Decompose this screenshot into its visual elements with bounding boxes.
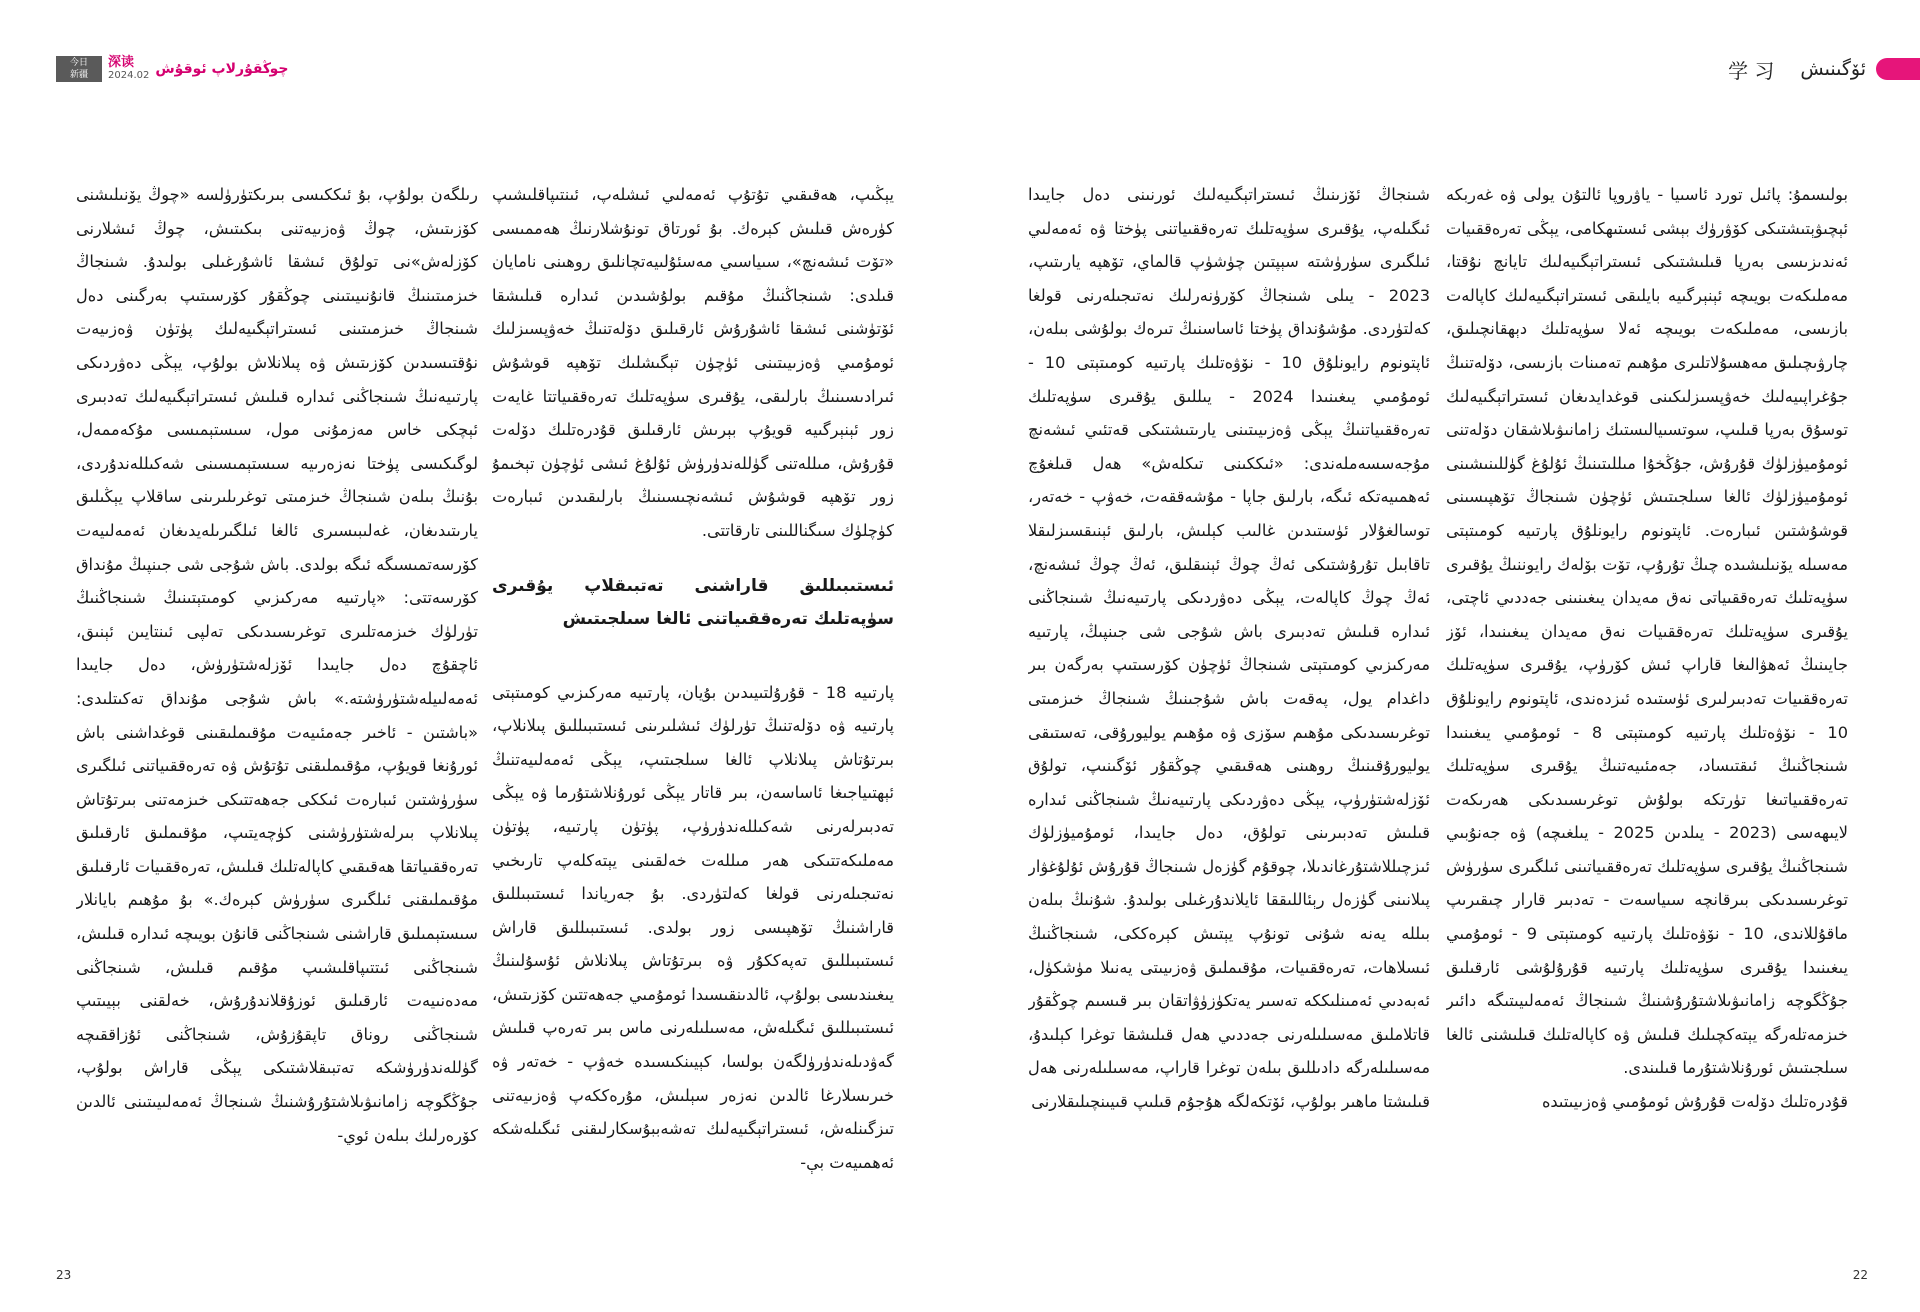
page-number-left: 23 <box>56 1268 72 1282</box>
subheading: ئىستىبىللىق قاراشنى تەتبىقلاپ يۇقىرى سۈپەتلىك تەرەققىياتنى ئالغا سىلجىتىش <box>492 575 894 629</box>
right-page-header <box>1728 54 1920 84</box>
section-title-uyghur: چوڭقۇرلاپ ئوقۇش <box>155 61 289 77</box>
paragraph: رىلگەن بولۇپ، بۇ ئىككىسى بىرىكتۈرۈلسە «چوڭ يۆنىلىشنى كۆزىتىش، چوڭ ۋەزىيەتنى بىكىتىش، چوڭ ئىشلارنى كۆزلەش»نى تولۇق ئىشقا ئاشۇرغىلى بولىدۇ. شىنجاڭ خىزمىتىنىڭ قانۇنىيىتىنى چوڭقۇر كۆرسىتىپ بەرگىنى دەل شىنجاڭ خىزمىتىنى ئىستراتېگىيەلىك پۈتۈن ۋەزىيەت نۇقتىسىدىن كۆزىتىش ۋە پىلانلاش بولۇپ، يېڭى دەۋردىكى پارتىيەنىڭ شىنجاڭنى ئىدارە قىلىش ئىستراتېگىيەلىك تەدبىرى ئېچكى خاس مەزمۇنى مول، سىستېمىسى مۇكەممەل، لوگىكىسى پۈختا نەزەرىيە سىستېمىسىنى شەكىللەندۇردى، بۇنىڭ بىلەن شىنجاڭ خىزمىتى توغرىلىرىنى ساقلاپ يېڭىلىق يارىتىدىغان، غەلىبىسىرى ئالغا ئىلگىرىلەيدىغان ئەمەلىيەت كۆرسەتمىسىگە ئىگە بولدى. باش شۇجى شى جىنپىڭ مۇنداق كۆرسەتتى: «پارتىيە مەركىزىي كومىتېتىنىڭ شىنجاڭنىڭ تۈرلۈك خىزمەتلىرى توغرىسىدىكى تەلپى ئىنتايىن ئېنىق، ئاچقۇچ دەل جايىدا ئۆزلەشتۈرۈش، دەل جايىدا ئەمەلىيلەشتۈرۈشتە.» باش شۇجى مۇنداق تەكىتلىدى: «باشتىن - ئاخىر جەمئىيەت مۇقىملىقىنى قوغداشنى باش ئورۇنغا قويۇپ، مۇقىملىقنى تۇتۇش ۋە تەرەققىياتنى ئىلگىرى سۈرۈشتىن ئىبارەت ئىككى جەھەتتىكى خىزمەتنى بىرتۇتاش پىلانلاپ بىرلەشتۈرۈشنى كۈچەيتىپ، مۇقىملىق ئارقىلىق تەرەققىياتقا ھەقىقىي كاپالەتلىك قىلىش، تەرەققىيات ئارقىلىق مۇقىملىقنى ئىلگىرى سۈرۈش كېرەك.» بۇ مۇھىم بايانلار سىستېمىلىق قاراشنى شىنجاڭنى قانۇن بويىچە ئىدارە قىلىش، شىنجاڭنى ئىتتىپاقلىشىپ مۇقىم قىلىش، شىنجاڭنى مەدەنىيەت ئارقىلىق ئوزۇقلاندۇرۇش، خەلقنى بېيىتىپ شىنجاڭنى روناق تاپقۇزۇش، شىنجاڭنى ئۇزاققىچە گۈللەندۈرۈشكە تەتبىقلاشتىكى يېڭى قاراش بولۇپ، جۇڭگوچە زامانىۋىلاشتۇرۇشنىڭ شىنجاڭ ئەمەلىيىتىنى ئالدىن كۆرەرلىك بىلەن ئوي- <box>76 185 478 1145</box>
logo-line-1: 今日 <box>69 58 88 68</box>
column-left-outer <box>76 178 478 1238</box>
logo-line-2: 新疆 <box>69 70 88 80</box>
column-right-inner <box>1028 178 1430 1238</box>
paragraph: پارتىيە 18 - قۇرۇلتىيىدىن بۇيان، پارتىيە مەركىزىي كومىتېتى پارتىيە ۋە دۆلەتنىڭ تۈرلۈك ئىشلىرىنى ئىستىبىللىق پىلانلاپ، بىرتۇتاش پىلانلاپ ئالغا سىلجىتىپ، يېڭى ئەمەلىيەتنىڭ ئېھتىياجىغا ئاساسەن، بىر قاتار يېڭى ئورۇنلاشتۇرما ۋە يېڭى تەدبىرلەرنى شەكىللەندۈرۈپ، پۈتۈن پارتىيە، پۈتۈن مەملىكەتتىكى ھەر مىللەت خەلقىنى يېتەكلەپ تارىخىي نەتىجىلەرنى قولغا كەلتۈردى. بۇ جەرياندا ئىستىبىللىق قاراشنىڭ تۆھپىسى زور بولدى. ئىستىبىللىق قاراش ئىستىبىللىق تەپەككۇر ۋە بىرتۇتاش پىلانلاش ئۇسۇلىنىڭ يىغىندىسى بولۇپ، ئالدىنقىسىدا ئومۇمىي جەھەتتىن كۆزىتىش، ئىستىبىللىق ئىگىلەش، مەسىلىلەرنى ماس بىر تەرەپ قىلىش گەۋدىلەندۈرۈلگەن بولسا، كېيىنكىسىدە خەۋپ - خەتەر ۋە خىرىسلارغا ئالدىن نەزەر سېلىش، مۇرەككەپ ۋەزىيەتنى تىزگىنلەش، ئىستراتېگىيەلىك تەشەببۇسكارلىقنى ئىگىلەشكە ئەھمىيەت بې- <box>492 682 894 1172</box>
paragraph: قۇدرەتلىك دۆلەت قۇرۇش ئومۇمىي ۋەزىيىتىدە <box>1541 1092 1848 1112</box>
column-right-outer <box>1446 178 1848 1238</box>
issue-block <box>108 56 149 82</box>
paragraph: يېڭىپ، ھەقىقىي تۇتۇپ ئەمەلىي ئىشلەپ، ئىنتىپاقلىشىپ كۈرەش قىلىش كېرەك. بۇ ئورتاق تونۇشلارنىڭ ھەممىسى «تۆت ئىشەنچ»، سىياسىي مەسئۇلىيەتچانلىق روھىنى نامايان قىلدى: شىنجاڭنىڭ مۇقىم بولۇشىدىن ئىدارە قىلىشقا ئۆتۈشنى ئىشقا ئاشۇرۇش ئارقىلىق دۆلەتنىڭ خەۋپسىزلىك ئومۇمىي ۋەزىيىتىنى ئۈچۈن تېگىشلىك تۆھپە قوشۇش ئىرادىسىنىڭ بارلىقى، يۇقىرى سۈپەتلىك تەرەققىياتتا غايەت زور ئېنېرگىيە قويۇپ بېرىش ئارقىلىق قۇدرەتلىك دۆلەت قۇرۇش، مىللەتنى گۈللەندۈرۈش ئۇلۇغ ئىشى ئۈچۈن تېخىمۇ زور تۆھپە قوشۇش ئىشەنچىسىنىڭ بارلىقىدىن ئىبارەت كۈچلۈك سىگناللىنى تارقاتتى. <box>492 185 894 540</box>
paragraph: بولىسمۇ: پائىل تورد ئاسىيا - ياۋروپا ئالتۇن يولى ۋە غەربكە ئېچىۋېتىشتىكى كۆۋرۈك بېشى ئىستىھكامى، يېڭى تەرەققىيات ئەندىزىسى بەرپا قىلىشتىكى ئىستراتېگىيەلىك تايانچ نۇقتا، مەملىكەت بويىچە ئېنېرگىيە بايلىقى ئىستراتېگىيەلىك كاپالەت بازىسى، مەملىكەت بويىچە ئەلا سۈپەتلىك دېھقانچىلىق، چارۋىچىلىق مەھسۇلاتلىرى مۇھىم تەمىنات بازىسى، دۆلەتنىڭ جۇغراپىيەلىك خەۋپسىزلىكىنى قوغدايدىغان ئىستراتېگىيەلىك توسۇق بەرپا قىلىپ، سوتسىيالىستىك زامانىۋىلاشقان دۆلەتنى ئومۇميۈزلۈك قۇرۇش، جۇڭخۇا مىللىتىنىڭ ئۇلۇغ گۈللىنىشىنى ئومۇميۈزلۈك ئالغا سىلجىتىش ئۈچۈن شىنجاڭ تۆھپىسىنى قوشۇشتىن ئىبارەت. ئاپتونوم رايونلۇق پارتىيە كومىتېتى مەسىلە يۆنىلىشىدە چىڭ تۇرۇپ، تۆت بۆلەك رايوننىڭ يۇقىرى سۈپەتلىك تەرەققىياتى نەق مەيدان يىغىنىنى جەددىي ئاچتى، يۇقىرى سۈپەتلىك تەرەققىيات نەق مەيدان يىغىنىدا، ئۆز جايىنىڭ ئەھۋالىغا قاراپ ئىش كۆرۈپ، يۇقىرى سۈپەتلىك تەرەققىيات تەدبىرلىرى ئۈستىدە ئىزدەندى، ئاپتونوم رايونلۇق 10 - نۆۋەتلىك پارتىيە كومىتېتى 8 - ئومۇمىي يىغىنىدا شىنجاڭنىڭ ئىقتىساد، جەمئىيەتنىڭ يۇقىرى سۈپەتلىك تەرەققىياتىغا تۈرتكە بولۇش توغرىسىدىكى ھەرىكەت لايىھەسى (2023 - يىلدىن 2025 - يىلغىچە) ۋە جەنۇبىي شىنجاڭنىڭ يۇقىرى سۈپەتلىك تەرەققىياتىنى ئىلگىرى سۈرۈش توغرىسىدىكى بىرقانچە سىياسەت - تەدبىر قارار چىقىرىپ ماقۇللاندى، 10 - نۆۋەتلىك پارتىيە كومىتېتى 9 - ئومۇمىي يىغىنىدا يۇقىرى سۈپەتلىك پارتىيە قۇرۇلۇشى ئارقىلىق جۇڭگوچە زامانىۋىلاشتۇرۇشنىڭ شىنجاڭ ئەمەلىيىتىگە دائىر خىزمەتلەرگە يېتەكچىلىك قىلىش ۋە كاپالەتلىك قىلىشنى ئالغا سىلجىتىش ئورۇنلاشتۇرما قىلىندى. <box>1446 185 1848 1078</box>
issue-date: 2024.02 <box>108 70 150 81</box>
paragraph: شىنجاڭ ئۆزىنىڭ ئىستراتېگىيەلىك ئورنىنى دەل جايىدا ئىگىلەپ، يۇقىرى سۈپەتلىك تەرەققىياتنى پۈختا ۋە ئەمەلىي ئىلگىرى سۈرۈشتە سېپتىن چۈشۈپ قالماي، تۆھپە يارىتىپ، 2023 - يىلى شىنجاڭ كۆرۈنەرلىك نەتىجىلەرنى قولغا كەلتۈردى. مۇشۇنداق پۈختا ئاساسنىڭ تىرەك بولۇشى بىلەن، ئاپتونوم رايونلۇق 10 - نۆۋەتلىك پارتىيە كومىتېتى 10 - ئومۇمىي يىغىنىدا 2024 - يىللىق يۇقىرى سۈپەتلىك تەرەققىياتنىڭ يېڭى ۋەزىيىتىنى يارىتىشتىكى قەتئىي ئىشەنچ مۇجەسسەملەندى: «ئىككىنى تىكلەش» ھەل قىلغۇچ ئەھمىيەتكە ئىگە، بارلىق جاپا - مۇشەققەت، خەۋپ - خەتەر، توسالغۇلار ئۈستىدىن غالىب كېلىش، بارلىق ئېنىقسىزلىقلا تاقابىل تۇرۇشتىكى ئەڭ چوڭ ئېنىقلىق، ئەڭ چوڭ ئىشەنچ، ئەڭ چوڭ كاپالەت، يېڭى دەۋردىكى پارتىيەنىڭ شىنجاڭنى ئىدارە قىلىش تەدبىرى باش شۇجى شى جىنپىڭ، پارتىيە مەركىزىي كومىتېتى شىنجاڭ ئۈچۈن كۆرسىتىپ بەرگەن بىر داغدام يول، پەقەت باش شۇجىنىڭ شىنجاڭ خىزمىتى توغرىسىدىكى مۇھىم سۆزى ۋە مۇھىم يوليورۇقى، تەستىقى يوليورۇقىنىڭ روھىنى ھەقىقىي چوڭقۇر ئۆگىنىپ، تولۇق ئۆزلەشتۈرۈپ، يېڭى دەۋردىكى پارتىيەنىڭ شىنجاڭنى ئىدارە قىلىش تەدبىرىنى تولۇق، دەل جايىدا، ئومۇميۈزلۈك ئىزچىللاشتۇرغاندىلا، چوقۇم گۈزەل شىنجاڭ قۇرۇش ئۇلۇغۋار پىلانىنى گۈزەل رېئاللىققا ئايلاندۇرغىلى بولىدۇ. شۇنىڭ بىلەن بىللە يەنە شۇنى تونۇپ يېتىش كېرەككى، شىنجاڭنىڭ ئىسلاھات، تەرەققىيات، مۇقىملىق ۋەزىيىتى يەنىلا مۈشكۈل، ئەبەدىي ئەمىنلىككە تەسىر يەتكۈزۈۋاتقان بىر قىسىم چوڭقۇر قاتلاملىق مەسىلىلەرنى جەددىي ھەل قىلىشقا توغرا كېلىدۇ، مەسىلىلەرگە دادىللىق بىلەن توغرا قاراپ، مەسىلىلەرنى ھەل قىلىشتا ماھىر بولۇپ، ئۆتكەلگە ھۇجۇم قىلىپ قىيىنچىلىقلارنى <box>1028 185 1430 1112</box>
left-page-header <box>56 54 288 84</box>
section-title-chinese: 学 习 <box>1728 58 1775 83</box>
magazine-logo <box>56 56 102 82</box>
section-label-chinese: 深读 <box>108 55 135 70</box>
section-title: ئۆگىنىش <box>1800 58 1866 80</box>
page-number-right: 22 <box>1852 1268 1868 1282</box>
section-tab-marker <box>1876 58 1920 80</box>
column-left-inner <box>492 178 894 1238</box>
